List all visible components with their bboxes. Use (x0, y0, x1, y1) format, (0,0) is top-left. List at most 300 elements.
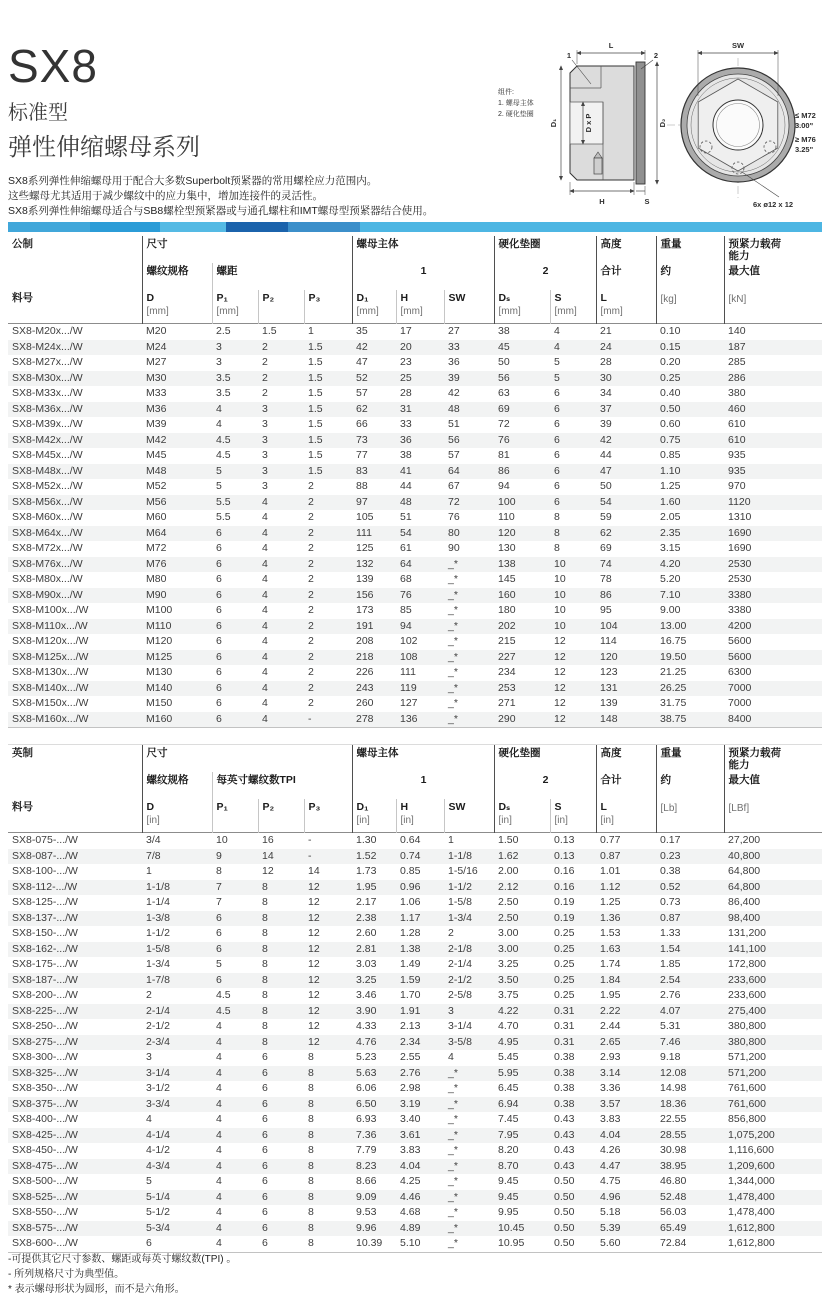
table-cell: 5-1/4 (146, 1190, 170, 1203)
table-cell: 1,612,800 (728, 1221, 775, 1234)
table-cell: 2.5 (216, 325, 231, 337)
table-cell: SX8-M30x.../W (12, 371, 83, 384)
table-cell: 8 (308, 1128, 314, 1141)
table-cell: 12 (554, 712, 566, 725)
table-cell: 0.23 (660, 849, 681, 862)
table-cell: 5.45 (498, 1051, 519, 1063)
table-cell: 4.5 (216, 449, 231, 461)
table-cell: 0.25 (554, 958, 575, 970)
table-cell: SX8-M140x.../W (12, 681, 89, 694)
table-cell: 7.95 (498, 1128, 519, 1141)
size-note-round-min-in: 3.25" (795, 145, 814, 154)
table-cell: 2 (448, 927, 454, 939)
table-cell: 3.83 (400, 1144, 421, 1156)
table-cell: 119 (400, 681, 417, 694)
table-cell: 8 (262, 1035, 268, 1048)
table-cell: M120 (146, 635, 173, 647)
table-row (8, 712, 822, 728)
table-cell: 8 (308, 1051, 314, 1063)
table-cell: 1.01 (600, 865, 621, 877)
table-cell: 12 (308, 896, 320, 908)
table-cell: 56 (448, 433, 460, 446)
table-cell: 12.08 (660, 1066, 687, 1079)
table-cell: _* (448, 557, 458, 570)
table-cell: 35 (356, 325, 368, 337)
empty-cell (8, 772, 142, 799)
group-nut-body: 螺母主体 (352, 745, 494, 773)
col-Ds: Dₛ [in] (494, 799, 550, 833)
table-cell: 3.61 (400, 1128, 421, 1141)
table-cell: 9.45 (498, 1175, 519, 1187)
table-cell: 4-3/4 (146, 1159, 170, 1172)
table-cell: 16.75 (660, 635, 687, 647)
table-cell: M80 (146, 573, 167, 585)
table-cell: 1-3/8 (146, 911, 170, 924)
brand-bar-segment (226, 222, 288, 232)
table-cell: 4 (216, 1066, 222, 1079)
table-cell: 4.07 (660, 1004, 681, 1017)
table-cell: 7 (216, 880, 222, 893)
table-cell: 1.49 (400, 958, 421, 970)
table-cell: 1 (146, 865, 152, 877)
table-cell: SX8-075-.../W (12, 834, 78, 846)
table-cell: _* (448, 650, 458, 663)
table-cell: 1.95 (600, 989, 621, 1001)
table-cell: 33 (400, 418, 412, 430)
table-cell: 4 (262, 697, 268, 709)
table-cell: 6 (262, 1113, 268, 1125)
table-cell: SX8-M27x.../W (12, 356, 83, 368)
table-cell: 2.00 (498, 865, 519, 877)
table-cell: 0.16 (554, 880, 575, 893)
table-cell: 8 (554, 526, 560, 539)
table-row (8, 1236, 822, 1252)
table-cell: 1,478,400 (728, 1190, 775, 1203)
table-cell: 65.49 (660, 1221, 687, 1234)
table-cell: _* (448, 1144, 458, 1156)
table-cell: 2 (308, 619, 314, 632)
table-cell: 3.83 (600, 1113, 621, 1125)
table-row (8, 1159, 822, 1175)
table-cell: 104 (600, 619, 618, 632)
table-cell: 1690 (728, 542, 752, 554)
table-cell: 9.95 (498, 1206, 519, 1218)
table-row (8, 1035, 822, 1051)
table-cell: SX8-M110x.../W (12, 619, 88, 632)
table-cell: 2-3/4 (146, 1035, 170, 1048)
table-cell: 202 (498, 619, 516, 632)
col-P2: P₂ (258, 290, 304, 324)
metric-table-header (8, 236, 822, 324)
table-row (8, 541, 822, 557)
table-cell: 9.45 (498, 1190, 519, 1203)
table-row (8, 1050, 822, 1066)
table-cell: 3 (262, 418, 268, 430)
table-cell: _* (448, 1128, 458, 1141)
table-cell: 39 (600, 418, 612, 430)
table-row (8, 526, 822, 542)
table-cell: 1.25 (600, 896, 621, 908)
table-row (8, 880, 822, 896)
col-L: L [mm] (596, 290, 656, 324)
table-cell: 0.38 (660, 865, 681, 877)
table-cell: 12 (308, 989, 320, 1001)
table-cell: 4 (216, 1190, 222, 1203)
table-cell: 2-1/2 (146, 1020, 170, 1032)
table-cell: 6 (554, 480, 560, 492)
table-cell: 108 (400, 650, 418, 663)
table-cell: 8 (262, 927, 268, 939)
table-cell: 111 (356, 526, 372, 539)
footnote-line: -可提供其它尺寸参数、螺距或每英寸螺纹数(TPI) 。 (8, 1254, 237, 1265)
group-washer: 硬化垫圈 (494, 745, 596, 773)
table-cell: 0.50 (554, 1206, 575, 1218)
table-cell: 4.5 (216, 989, 231, 1001)
table-cell: SX8-425-.../W (12, 1128, 78, 1141)
table-cell: 6 (262, 1221, 268, 1234)
table-cell: 2 (308, 495, 314, 508)
table-cell: 1.52 (356, 849, 377, 862)
table-cell: _* (448, 604, 458, 616)
table-cell: 6 (216, 619, 222, 632)
table-cell: 5-3/4 (146, 1221, 170, 1234)
table-cell: 3 (262, 464, 268, 477)
table-cell: 14 (308, 865, 320, 877)
empty-cell (8, 263, 142, 290)
table-cell: 1.30 (356, 834, 377, 846)
table-cell: M150 (146, 697, 173, 709)
brand-bar-segment (8, 222, 90, 232)
table-cell: 1690 (728, 526, 752, 539)
table-cell: 64 (448, 464, 460, 477)
table-cell: SX8-M80x.../W (12, 573, 83, 585)
table-cell: 12 (308, 927, 320, 939)
table-cell: 2.12 (498, 880, 519, 893)
imperial-table-header (8, 745, 822, 833)
table-cell: SX8-112-.../W (12, 880, 78, 893)
table-cell: 120 (498, 526, 516, 539)
table-cell: 8 (308, 1175, 314, 1187)
table-cell: 2.50 (498, 911, 519, 924)
table-cell: 3 (262, 480, 268, 492)
col-D: D [mm] (142, 290, 212, 324)
table-row (8, 448, 822, 464)
table-cell: 0.38 (554, 1097, 575, 1110)
table-cell: 0.25 (554, 927, 575, 939)
table-cell: 1.50 (498, 834, 519, 846)
table-cell: 5.31 (660, 1020, 681, 1032)
table-cell: 40,800 (728, 849, 761, 862)
table-cell: 6 (216, 927, 222, 939)
table-cell: SX8-M39x.../W (12, 418, 83, 430)
table-cell: 132 (356, 557, 374, 570)
table-cell: 67 (448, 480, 460, 492)
table-cell: 8 (262, 973, 268, 986)
table-cell: 0.96 (400, 880, 421, 893)
table-cell: M72 (146, 542, 167, 554)
table-cell: 275,400 (728, 1004, 766, 1017)
table-cell: 2-5/8 (448, 989, 472, 1001)
legend-item-nut-body: 1. 螺母主体 (498, 100, 534, 107)
group-nut-body: 螺母主体 (352, 236, 494, 263)
table-cell: _* (448, 573, 458, 585)
table-cell: 1-7/8 (146, 973, 170, 986)
table-cell: 4.70 (498, 1020, 519, 1032)
table-cell: 2530 (728, 573, 752, 585)
table-cell: 1.36 (600, 911, 621, 924)
table-cell: 6 (262, 1175, 268, 1187)
table-cell: 130 (498, 542, 516, 554)
subhead-total: 合计 (596, 263, 656, 290)
table-cell: 1-5/16 (448, 865, 478, 877)
col-D1: D₁ [in] (352, 799, 396, 833)
table-cell: 0.50 (554, 1237, 575, 1249)
table-cell: 571,200 (728, 1051, 766, 1063)
col-P3: P₃ (304, 799, 352, 833)
table-cell: 610 (728, 433, 746, 446)
table-cell: 6 (554, 418, 560, 430)
dim-label-DxP: D x P (584, 113, 593, 133)
table-cell: 4 (262, 681, 268, 694)
table-cell: 0.13 (554, 834, 575, 846)
dim-label-L: L (608, 41, 614, 50)
table-cell: 12 (308, 942, 320, 955)
table-cell: 6 (216, 942, 222, 955)
table-cell: 2 (308, 542, 314, 554)
table-cell: 2 (308, 650, 314, 663)
table-cell: SX8-137-.../W (12, 911, 78, 924)
table-cell: 5 (216, 958, 222, 970)
subhead-pitch: 螺距 (212, 263, 352, 290)
table-cell: 1.53 (600, 927, 621, 939)
table-cell: 50 (600, 480, 612, 492)
table-cell: 0.31 (554, 1004, 575, 1017)
washer-section (636, 62, 645, 184)
table-cell: 7.36 (356, 1128, 377, 1141)
col-D1: D₁ [mm] (352, 290, 396, 324)
table-cell: SX8-250-.../W (12, 1020, 78, 1032)
technical-drawing (495, 26, 830, 214)
table-cell: 6.45 (498, 1082, 519, 1094)
table-cell: 2 (308, 697, 314, 709)
table-cell: 3.14 (600, 1066, 621, 1079)
table-cell: 76 (448, 511, 460, 523)
table-cell: M27 (146, 356, 167, 368)
table-row (8, 557, 822, 573)
table-cell: 1.59 (400, 973, 421, 986)
table-cell: 8 (308, 1190, 314, 1203)
table-cell: 31 (400, 402, 412, 415)
table-cell: 1.5 (308, 371, 323, 384)
table-cell: 9 (216, 849, 222, 862)
table-cell: 5 (216, 480, 222, 492)
table-cell: 1.17 (400, 911, 421, 924)
table-cell: 1.33 (660, 927, 681, 939)
table-cell: 44 (600, 449, 612, 461)
table-row (8, 849, 822, 865)
table-cell: 3.57 (600, 1097, 621, 1110)
table-cell: 45 (498, 340, 510, 353)
table-cell: 4.75 (600, 1175, 621, 1187)
table-cell: M20 (146, 325, 167, 337)
table-row (8, 355, 822, 371)
table-cell: 6 (216, 650, 222, 663)
table-row (8, 926, 822, 942)
table-cell: 571,200 (728, 1066, 766, 1079)
table-cell: 8 (308, 1144, 314, 1156)
table-cell: 57 (448, 449, 460, 461)
table-cell: 0.87 (600, 849, 621, 862)
table-cell: 3 (262, 449, 268, 461)
table-cell: 1.38 (400, 942, 421, 955)
table-cell: 4 (262, 526, 268, 539)
table-cell: 3 (262, 402, 268, 415)
table-cell: 14.98 (660, 1082, 687, 1094)
table-cell: 10 (554, 573, 566, 585)
table-cell: 8 (262, 1004, 268, 1017)
table-cell: 3380 (728, 588, 752, 601)
table-cell: 2.65 (600, 1035, 621, 1048)
table-cell: 1.12 (600, 880, 621, 893)
table-cell: 4 (216, 1051, 222, 1063)
table-cell: 2-1/4 (448, 958, 472, 970)
subhead-thread-spec: 螺纹规格 (142, 772, 212, 799)
table-row (8, 495, 822, 511)
table-cell: 68 (400, 573, 412, 585)
table-cell: 0.38 (554, 1051, 575, 1063)
page-title: SX8 (8, 40, 98, 92)
table-cell: 2 (308, 588, 314, 601)
table-cell: 41 (400, 464, 412, 477)
table-cell: 38 (498, 325, 510, 337)
description-line: SX8系列弹性伸缩螺母适合与SB8螺栓型预紧器或与通孔螺柱和IMT螺母型预紧器结合使用。 (8, 205, 434, 218)
table-cell: SX8-375-.../W (12, 1097, 78, 1110)
table-cell: 6 (554, 449, 560, 461)
table-cell: 27,200 (728, 834, 761, 846)
table-cell: M33 (146, 387, 167, 399)
table-cell: SX8-475-.../W (12, 1159, 78, 1172)
footnote-line: - 所列规格尺寸为典型值。 (8, 1269, 125, 1280)
table-cell: 3.25 (498, 958, 519, 970)
table-cell: 2.50 (498, 896, 519, 908)
table-row (8, 1112, 822, 1128)
table-cell: 6 (216, 697, 222, 709)
table-cell: 5.5 (216, 511, 231, 523)
table-row (8, 1221, 822, 1237)
table-cell: 3 (262, 433, 268, 446)
table-cell: 20 (400, 340, 412, 353)
dim-label-H: H (599, 197, 605, 206)
table-cell: 6.06 (356, 1082, 377, 1094)
table-cell: SX8-350-.../W (12, 1082, 78, 1094)
subhead-thread-spec: 螺纹规格 (142, 263, 212, 290)
table-cell: 4 (216, 1097, 222, 1110)
table-cell: M60 (146, 511, 167, 523)
table-cell: SX8-450-.../W (12, 1144, 78, 1156)
table-cell: 56 (498, 371, 510, 384)
table-cell: 1-1/2 (146, 927, 170, 939)
table-cell: M140 (146, 681, 173, 694)
table-cell: SX8-200-.../W (12, 989, 78, 1001)
table-cell: 0.17 (660, 834, 681, 846)
table-cell: 102 (400, 635, 418, 647)
jackbolt-shaft (594, 158, 602, 174)
table-cell: 6 (262, 1097, 268, 1110)
table-cell: 6.93 (356, 1113, 377, 1125)
table-cell: 17 (400, 325, 412, 337)
table-cell: 0.87 (660, 911, 681, 924)
table-cell: 94 (400, 619, 412, 632)
table-cell: SX8-M130x.../W (12, 666, 89, 678)
table-cell: 1.06 (400, 896, 421, 908)
table-cell: 86,400 (728, 896, 761, 908)
table-cell: 2 (308, 573, 314, 585)
table-cell: 85 (400, 604, 412, 616)
description-line: SX8系列弹性伸缩螺母用于配合大多数Superbolt预紧器的常用螺栓应力范围内。 (8, 175, 378, 188)
table-cell: - (308, 849, 312, 862)
table-cell: 9.53 (356, 1206, 377, 1218)
table-cell: 13.00 (660, 619, 687, 632)
table-cell: 1.60 (660, 495, 681, 508)
metric-table-body (8, 324, 822, 728)
table-cell: 6300 (728, 666, 752, 678)
table-cell: 28.55 (660, 1128, 687, 1141)
table-cell: SX8-100-.../W (12, 865, 78, 877)
table-cell: 12 (308, 1004, 320, 1017)
table-cell: 4 (262, 619, 268, 632)
table-cell: 6 (554, 464, 560, 477)
table-cell: 12 (554, 681, 566, 694)
table-cell: 4-1/2 (146, 1144, 170, 1156)
table-cell: 1.10 (660, 464, 681, 477)
table-row (8, 464, 822, 480)
table-row (8, 1128, 822, 1144)
col-part-number: 料号 (12, 292, 33, 304)
table-cell: 4 (146, 1113, 152, 1125)
table-cell: 6 (216, 635, 222, 647)
table-cell: SX8-300-.../W (12, 1051, 78, 1063)
table-cell: SX8-M36x.../W (12, 402, 83, 415)
table-cell: SX8-087-.../W (12, 849, 78, 862)
table-cell: 63 (498, 387, 510, 399)
table-cell: 25 (400, 371, 412, 384)
table-cell: 4.26 (600, 1144, 621, 1156)
table-cell: 6.50 (356, 1097, 377, 1110)
table-cell: 0.31 (554, 1035, 575, 1048)
table-row (8, 417, 822, 433)
table-cell: 2 (262, 340, 268, 353)
description-line: 这些螺母尤其适用于减少螺纹中的应力集中，增加连接件的灵活性。 (8, 190, 323, 203)
table-cell: 16 (262, 834, 274, 846)
table-cell: 0.38 (554, 1082, 575, 1094)
table-cell: M125 (146, 650, 173, 663)
table-cell: SX8-550-.../W (12, 1206, 78, 1218)
table-cell: 34 (600, 387, 612, 399)
table-cell: 243 (356, 681, 374, 694)
table-cell: SX8-225-.../W (12, 1004, 78, 1017)
table-cell: 30.98 (660, 1144, 687, 1156)
table-cell: 4.04 (600, 1128, 621, 1141)
table-cell: SX8-M64x.../W (12, 526, 83, 539)
col-S: S [in] (550, 799, 596, 833)
table-cell: 100 (498, 495, 516, 508)
table-cell: 74 (600, 557, 612, 570)
table-cell: 3-1/2 (146, 1082, 170, 1094)
table-cell: 38.95 (660, 1159, 687, 1172)
table-cell: 4 (262, 650, 268, 663)
table-cell: 6 (554, 433, 560, 446)
table-cell: 3.46 (356, 989, 377, 1001)
